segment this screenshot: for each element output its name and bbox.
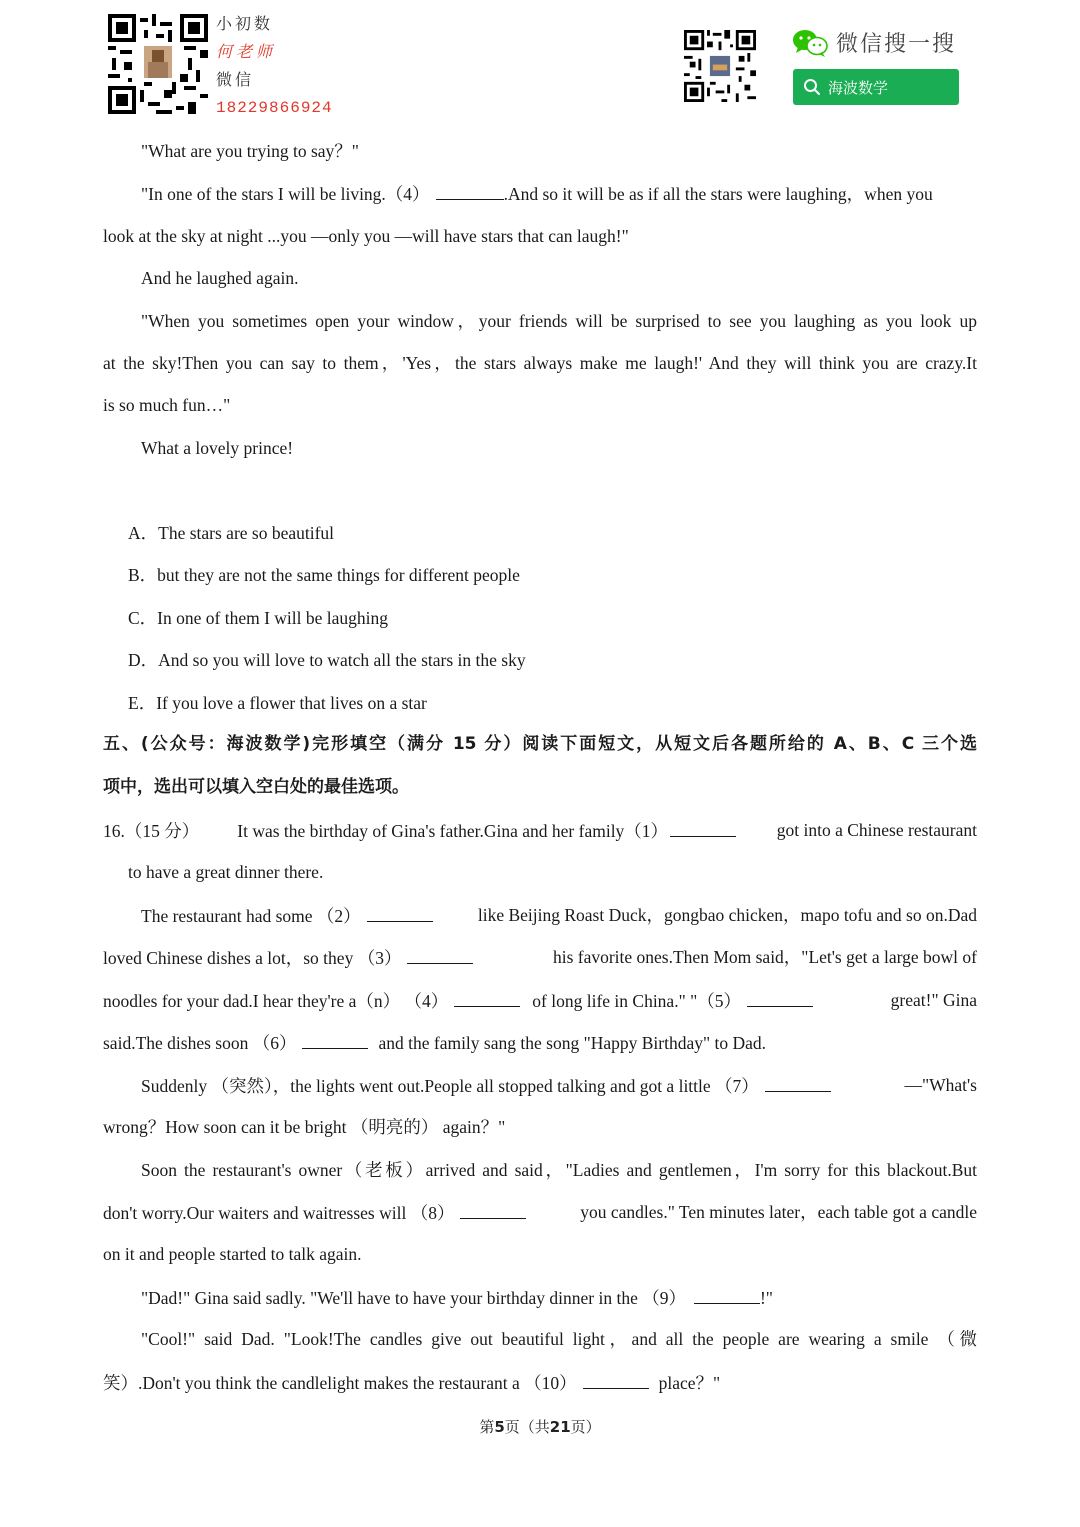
q16-text: don't worry.Our waiters and waitresses will （8）: [103, 1203, 455, 1223]
search-icon: [803, 78, 821, 100]
q16-text: noodles for your dad.I hear they're a（n） （4）: [103, 991, 449, 1011]
contact-line-wechat: 微信: [216, 70, 255, 89]
answer-blank-1[interactable]: [670, 818, 736, 837]
section-heading: 五、(公众号：海波数学)完形填空（满分 15 分）阅读下面短文，从短文后各题所给的 A、B、C 三个选: [103, 734, 977, 754]
contact-line-level: 小初数: [216, 14, 274, 33]
q16-text: and the family sang the song "Happy Birthday" to Dad.: [378, 1033, 767, 1053]
passage-line: "What are you trying to say？": [141, 141, 359, 161]
qr-pattern: [108, 14, 208, 114]
q16-text: loved Chinese dishes a lot，so they （3）: [103, 948, 402, 968]
option-d: D．And so you will love to watch all the stars in the sky: [128, 650, 526, 670]
q16-text: It was the birthday of Gina's father.Gina and her family（1）: [237, 821, 669, 841]
q16-text: of long life in China." "（5）: [532, 991, 741, 1011]
answer-blank-5[interactable]: [747, 988, 813, 1007]
q16-line: [141, 1285, 773, 1310]
q16-text: got into a Chinese restaurant: [776, 820, 977, 840]
qr-code-contact: [108, 14, 208, 114]
q16-text: his favorite ones.Then Mom said，"Let's get a large bowl of: [552, 947, 977, 967]
footer-mid: 页（共: [504, 1418, 550, 1436]
q16-line: [103, 988, 977, 1013]
page-footer: [0, 1416, 1080, 1437]
q16-text: you candles." Ten minutes later，each table got a candle: [580, 1202, 977, 1222]
q16-text: 笑）.Don't you think the candlelight makes the restaurant a （10）: [103, 1373, 577, 1393]
passage-line: And he laughed again.: [141, 268, 299, 288]
q16-line: Soon the restaurant's owner（老板）arrived and said，"Ladies and gentlemen，I'm sorry for this blackout.But: [141, 1160, 977, 1180]
q16-line: [103, 945, 977, 970]
option-a: A．The stars are so beautiful: [128, 523, 335, 543]
q16-line: "Cool!" said Dad. "Look!The candles give out beautiful light，and all the people are wearing a smile （微: [141, 1329, 977, 1349]
q16-text: "Dad!" Gina said sadly. "We'll have to have your birthday dinner in the （9）: [141, 1288, 686, 1308]
section-heading-cont: 项中，选出可以填入空白处的最佳选项。: [103, 777, 409, 797]
contact-line-teacher: 何老师: [216, 42, 277, 61]
q16-line: to have a great dinner there.: [128, 862, 324, 882]
passage-line: at the sky!Then you can say to them，'Yes，the stars always make me laugh!' And they will think you are crazy.It: [103, 353, 977, 373]
answer-blank-4[interactable]: [454, 988, 520, 1007]
q16-line: [103, 1370, 720, 1395]
answer-blank-8[interactable]: [460, 1200, 526, 1219]
answer-blank-6[interactable]: [302, 1030, 368, 1049]
question-number: 16.（15 分）: [103, 821, 200, 841]
q16-text: Suddenly （突然），the lights went out.People all stopped talking and got a little （7）: [141, 1076, 759, 1096]
wechat-search-box[interactable]: [793, 69, 959, 105]
contact-phone: 18229866924: [216, 99, 333, 117]
footer-post: 页）: [570, 1418, 601, 1436]
q16-text: great!" Gina: [890, 990, 977, 1010]
question-16-line: [103, 818, 977, 843]
q16-text: said.The dishes soon （6）: [103, 1033, 297, 1053]
answer-blank-4[interactable]: [436, 181, 504, 200]
q16-line: [103, 1030, 766, 1055]
q16-text: —"What's: [904, 1075, 977, 1095]
option-e: E．If you love a flower that lives on a star: [128, 693, 427, 713]
passage-line: "When you sometimes open your window，your friends will be surprised to see you laughing as you look up: [141, 311, 977, 331]
passage-line: is so much fun…": [103, 395, 231, 415]
page-header: [0, 0, 1080, 125]
passage-text: "In one of the stars I will be living.（4）: [141, 184, 430, 204]
q16-text: like Beijing Roast Duck，gongbao chicken，mapo tofu and so on.Dad: [477, 905, 977, 925]
footer-pre: 第: [479, 1418, 495, 1436]
answer-blank-10[interactable]: [583, 1370, 649, 1389]
q16-text: place？": [658, 1373, 721, 1393]
q16-text: !": [759, 1288, 773, 1308]
option-b: B．but they are not the same things for different people: [128, 565, 520, 585]
q16-line: [141, 1073, 977, 1098]
answer-blank-2[interactable]: [367, 903, 433, 922]
option-c: C．In one of them I will be laughing: [128, 608, 389, 628]
wechat-search-title: 微信搜一搜: [836, 32, 957, 57]
wechat-search-label: 海波数学: [828, 79, 889, 97]
contact-info: [216, 10, 333, 122]
passage-line: look at the sky at night ...you —only you —will have stars that can laugh!": [103, 226, 629, 246]
passage-line-with-blank: [141, 181, 933, 206]
total-pages: 21: [549, 1418, 571, 1436]
page-number: 5: [494, 1418, 505, 1436]
q16-line: [141, 903, 977, 928]
q16-line: wrong？How soon can it be bright （明亮的） again？": [103, 1117, 506, 1137]
q16-text: The restaurant had some （2）: [141, 906, 361, 926]
wechat-logo-icon: [792, 28, 828, 58]
answer-blank-9[interactable]: [694, 1285, 760, 1304]
answer-blank-7[interactable]: [765, 1073, 831, 1092]
passage-text: .And so it will be as if all the stars were laughing，when you: [503, 184, 933, 204]
passage-line: What a lovely prince!: [141, 438, 294, 458]
qr-pattern: [684, 30, 756, 102]
qr-code-wechat: [684, 30, 756, 102]
answer-blank-3[interactable]: [407, 945, 473, 964]
q16-line: on it and people started to talk again.: [103, 1244, 362, 1264]
q16-line: [103, 1200, 977, 1225]
